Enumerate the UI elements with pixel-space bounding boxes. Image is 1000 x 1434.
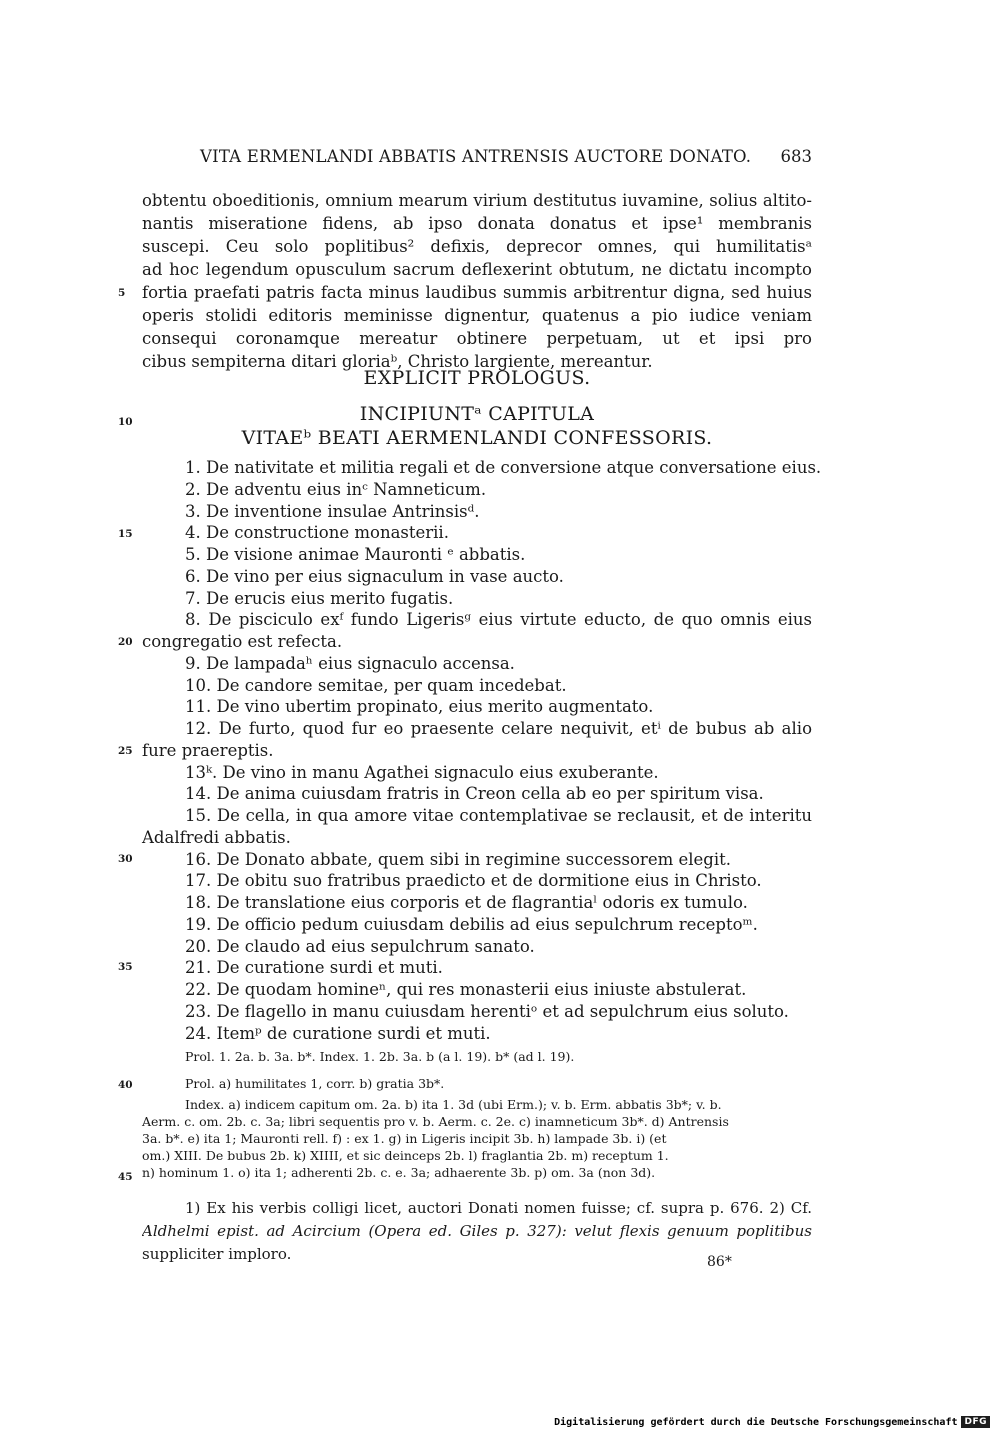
toc-entry: 23. De flagello in manu cuiusdam herentiᵒ et ad sepulchrum eius soluto. [185, 1002, 789, 1021]
margin-line-number: 20 [118, 636, 133, 648]
footnote-line: suppliciter imploro. [142, 1245, 292, 1263]
apparatus-line: Aerm. c. om. 2b. c. 3a; libri sequentis pro v. b. Aerm. c. 2e. c) inamneticum 3b*. d) Antrensis [142, 1114, 729, 1129]
toc-entry: 14. De anima cuiusdam fratris in Creon cella ab eo per spiritum visa. [185, 784, 764, 803]
margin-line-number: 10 [118, 416, 133, 428]
toc-entry: 4. De constructione monasterii. [185, 523, 449, 542]
toc-entry: 13ᵏ. De vino in manu Agathei signaculo eius exuberante. [185, 763, 659, 782]
toc-entry: 1. De nativitate et militia regali et de conversione atque conversatione eius. [185, 458, 822, 477]
digitization-credit [554, 1414, 990, 1430]
apparatus-line: Prol. 1. 2a. b. 3a. b*. Index. 1. 2b. 3a. b (a l. 19). b* (ad l. 19). [185, 1049, 575, 1064]
apparatus-line: n) hominum 1. o) ita 1; adherenti 2b. c. e. 3a; adhaerente 3b. p) om. 3a (non 3d). [142, 1165, 656, 1180]
toc-entry: 6. De vino per eius signaculum in vase aucto. [185, 567, 564, 586]
toc-entry: Adalfredi abbatis. [142, 828, 291, 847]
toc-entry: 17. De obitu suo fratribus praedicto et de dormitione eius in Christo. [185, 871, 762, 890]
apparatus-line: 3a. b*. e) ita 1; Mauronti rell. f) : ex 1. g) in Ligeris incipit 3b. h) lampade 3b. i) (et [142, 1131, 667, 1146]
prologue-line: nantis miseratione fidens, ab ipso donata donatus et ipse¹ membranis [142, 214, 812, 233]
signature-mark: 86* [707, 1254, 732, 1270]
toc-entry: 22. De quodam homineⁿ, qui res monasterii eius iniuste abstulerat. [185, 980, 747, 999]
margin-line-number: 15 [118, 528, 133, 540]
toc-entry: 12. De furto, quod fur eo praesente celare nequivit, etⁱ de bubus ab alio [185, 719, 812, 738]
margin-line-number: 5 [118, 287, 126, 299]
toc-entry: 11. De vino ubertim propinato, eius merito augmentato. [185, 697, 654, 716]
toc-entry: congregatio est refecta. [142, 632, 343, 651]
margin-line-number: 45 [118, 1171, 133, 1183]
explicit-heading: EXPLICIT PROLOGUS. [363, 367, 591, 389]
margin-line-number: 25 [118, 745, 133, 757]
page-number: 683 [780, 147, 812, 166]
toc-entry: 2. De adventu eius inᶜ Namneticum. [185, 480, 487, 499]
toc-entry: 20. De claudo ad eius sepulchrum sanato. [185, 937, 535, 956]
toc-entry: 18. De translatione eius corporis et de flagrantiaˡ odoris ex tumulo. [185, 893, 748, 912]
toc-entry: 7. De erucis eius merito fugatis. [185, 589, 454, 608]
margin-line-number: 40 [118, 1079, 133, 1091]
prologue-line: ad hoc legendum opusculum sacrum deflexerint obtutum, ne dictatu incompto [142, 260, 812, 279]
prologue-line: cibus sempiterna ditari gloriaᵇ, Christo largiente, mereantur. [142, 352, 653, 371]
margin-line-number: 35 [118, 961, 133, 973]
dfg-logo: DFG [961, 1416, 990, 1428]
toc-entry: 9. De lampadaʰ eius signaculo accensa. [185, 654, 515, 673]
apparatus-line: Index. a) indicem capitum om. 2a. b) ita 1. 3d (ubi Erm.); v. b. Erm. abbatis 3b*; v. b. [185, 1097, 722, 1112]
apparatus-line: om.) XIII. De bubus 2b. k) XIIII, et sic deinceps 2b. l) fraglantia 2b. m) receptum 1. [142, 1148, 669, 1163]
running-title: VITA ERMENLANDI ABBATIS ANTRENSIS AUCTORE DONATO. [200, 147, 752, 166]
credit-text: Digitalisierung gefördert durch die Deutsche Forschungsgemeinschaft [554, 1416, 958, 1428]
toc-entry: 16. De Donato abbate, quem sibi in regimine successorem elegit. [185, 850, 731, 869]
apparatus-line: Prol. a) humilitates 1, corr. b) gratia 3b*. [185, 1076, 445, 1091]
footnote-line: 1) Ex his verbis colligi licet, auctori Donati nomen fuisse; cf. supra p. 676. 2) Cf. [185, 1199, 812, 1217]
footnote-line: Aldhelmi epist. ad Acircium (Opera ed. Giles p. 327): velut flexis genuum poplitibus [142, 1222, 812, 1240]
prologue-line: consequi coronamque mereatur obtinere perpetuam, ut et ipsi pro [142, 329, 812, 348]
running-header [200, 147, 812, 173]
toc-entry: 19. De officio pedum cuiusdam debilis ad eius sepulchrum receptoᵐ. [185, 915, 758, 934]
toc-entry: fure praereptis. [142, 741, 274, 760]
margin-line-number: 30 [118, 853, 133, 865]
capitula-heading: VITAEᵇ BEATI AERMENLANDI CONFESSORIS. [241, 427, 713, 449]
toc-entry: 3. De inventione insulae Antrinsisᵈ. [185, 502, 480, 521]
toc-entry: 5. De visione animae Mauronti ᵉ abbatis. [185, 545, 526, 564]
capitula-heading: INCIPIUNTᵃ CAPITULA [359, 403, 595, 425]
toc-entry: 24. Itemᵖ de curatione surdi et muti. [185, 1024, 491, 1043]
toc-entry: 15. De cella, in qua amore vitae contemplativae se reclausit, et de interitu [185, 806, 812, 825]
prologue-line: operis stolidi editoris meminisse dignentur, quatenus a pio iudice veniam [142, 306, 812, 325]
prologue-line: suscepi. Ceu solo poplitibus² defixis, deprecor omnes, qui humilitatisᵃ [142, 237, 812, 256]
toc-entry: 21. De curatione surdi et muti. [185, 958, 443, 977]
prologue-line: fortia praefati patris facta minus laudibus summis arbitrentur digna, sed huius [142, 283, 812, 302]
prologue-line: obtentu oboeditionis, omnium mearum virium destitutus iuvamine, solius altito- [142, 191, 812, 210]
toc-entry: 8. De pisciculo exᶠ fundo Ligerisᵍ eius virtute educto, de quo omnis eius [185, 610, 812, 629]
toc-entry: 10. De candore semitae, per quam incedebat. [185, 676, 567, 695]
